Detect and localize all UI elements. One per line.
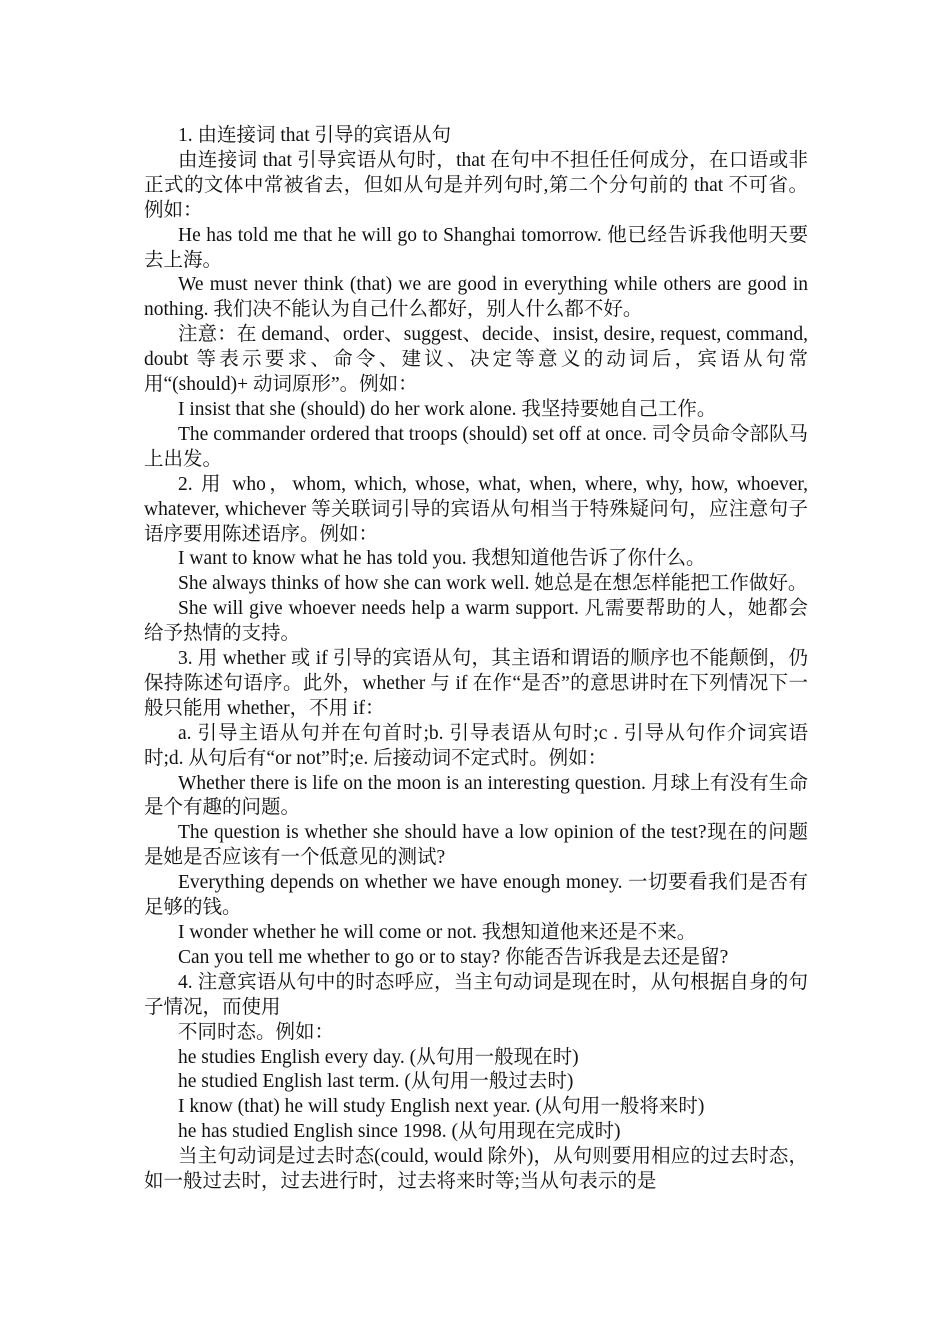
example-sentence: I know (that) he will study English next year. (从句用一般将来时) (178, 1096, 705, 1118)
example-sentence: I wonder whether he will come or not. 我想知道他来还是不来。 (178, 922, 697, 943)
rule-list-paragraph: a. 引导主语从句并在句首时;b. 引导表语从句时;c . 引导从句作介词宾语时;d. 从句后有“or not”时;e. 后接动词不定式时。例如： (144, 722, 808, 769)
example-sentence: The commander ordered that troops (should) set off at once. 司令员命令部队马上出发。 (144, 423, 808, 470)
example-sentence: She always thinks of how she can work well. 她总是在想怎样能把工作做好。 (178, 573, 808, 595)
example-sentence: he studied English last term. (从句用一般过去时) (178, 1071, 574, 1093)
example-sentence: Can you tell me whether to go or to stay? 你能否告诉我是去还是留? (178, 946, 729, 968)
note-paragraph: 注意：在 demand、order、suggest、decide、insist, desire, request, command, doubt 等表示要求、命令、建议、决定等意义的动词后，宾语从句常用“(should)+ 动词原形”。例如： (144, 324, 808, 396)
example-sentence: The question is whether she should have a low opinion of the test?现在的问题是她是否应该有一个低意见的测试? (144, 822, 808, 869)
example-sentence: Whether there is life on the moon is an interesting question. 月球上有没有生命是个有趣的问题。 (144, 772, 808, 819)
example-sentence: I insist that she (should) do her work alone. 我坚持要她自己工作。 (178, 398, 717, 420)
paragraph-heading-3: 3. 用 whether 或 if 引导的宾语从句，其主语和谓语的顺序也不能颠倒，仍保持陈述句语序。此外，whether 与 if 在作“是否”的意思讲时在下列情况下一般只能用 whether，不用 if： (144, 648, 808, 719)
example-sentence: He has told me that he will go to Shanghai tomorrow. 他已经告诉我他明天要去上海。 (144, 224, 808, 271)
paragraph-heading-1: 1. 由连接词 that 引导的宾语从句 (178, 125, 451, 146)
example-sentence: We must never think (that) we are good in everything while others are good in nothing. 我们决不能认为自己什么都好，别人什么都不好。 (144, 274, 808, 321)
example-sentence: She will give whoever needs help a warm support. 凡需要帮助的人，她都会给予热情的支持。 (144, 598, 808, 645)
paragraph: 当主句动词是过去时态(could, would 除外)，从句则要用相应的过去时态，如一般过去时，过去进行时，过去将来时等;当从句表示的是 (144, 1146, 808, 1193)
example-sentence: he studies English every day. (从句用一般现在时) (178, 1046, 579, 1068)
paragraph: 由连接词 that 引导宾语从句时，that 在句中不担任任何成分，在口语或非正式的文体中常被省去，但如从句是并列句时,第二个分句前的 that 不可省。例如： (144, 149, 808, 221)
document-body (144, 124, 808, 1195)
example-sentence: he has studied English since 1998. (从句用现在完成时) (178, 1121, 621, 1143)
example-sentence: Everything depends on whether we have enough money. 一切要看我们是否有足够的钱。 (144, 872, 808, 919)
example-sentence: I want to know what he has told you. 我想知道他告诉了你什么。 (178, 548, 706, 570)
paragraph: 不同时态。例如： (178, 1021, 335, 1043)
paragraph-heading-4: 4. 注意宾语从句中的时态呼应，当主句动词是现在时，从句根据自身的句子情况，而使用 (144, 971, 808, 1018)
paragraph-heading-2: 2. 用 who，whom, which, whose, what, when, where, why, how, whoever, whatever, whichever 等关联词引导的宾语从句相当于特殊疑问句，应注意句子语序要用陈述语序。例如： (144, 473, 808, 545)
